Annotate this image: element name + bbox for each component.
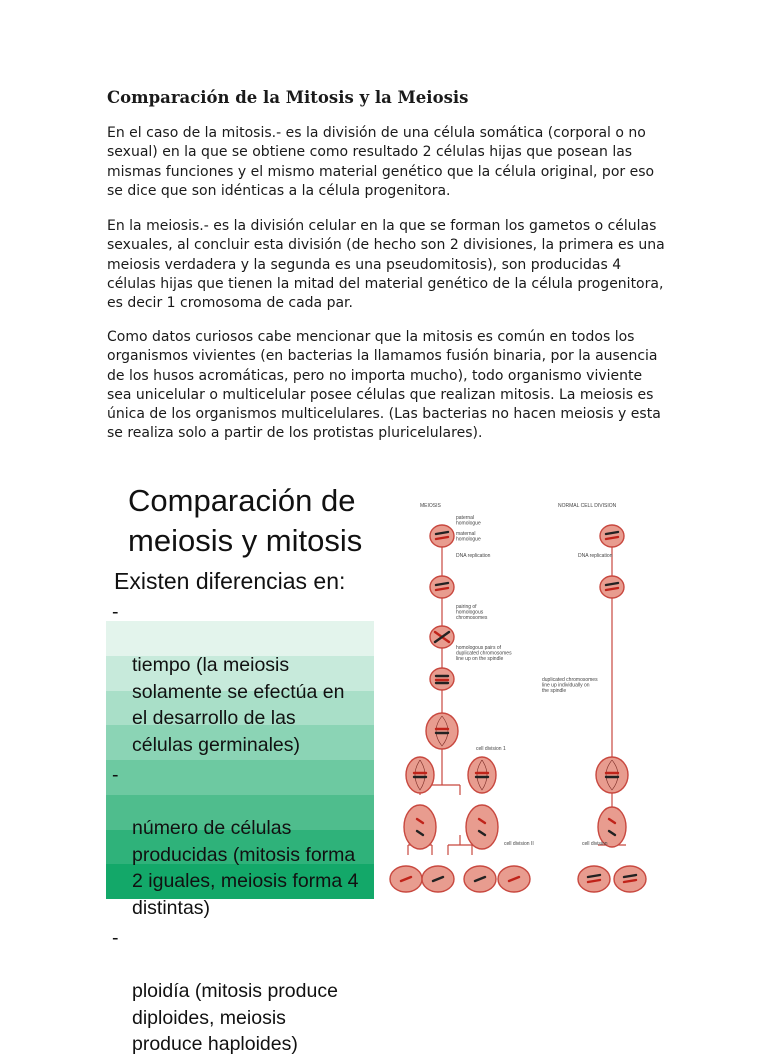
- meiosis-gamete-2: [422, 866, 454, 892]
- paragraph-mitosis: En el caso de la mitosis.- es la división de una célula somática (corporal o no sexual) en la que se obtiene como resultado 2 células hijas que posean las mismas funciones y el mismo material genético que la célula original, por eso se dice que son idénticas a la célula progenitora.: [107, 125, 655, 199]
- figure-title: Comparación de meiosis y mitosis: [128, 483, 363, 558]
- meiosis-label: MEIOSIS: [420, 503, 441, 509]
- label-homologous-pairs: homologous pairs of duplicated chromosomes line up on the spindle: [456, 645, 512, 662]
- meiosis-division1-cell-b: [468, 757, 496, 793]
- meiosis-spindle-cell: [426, 713, 458, 749]
- mitosis-daughter-2: [614, 866, 646, 892]
- mitosis-daughter-1: [578, 866, 610, 892]
- mitosis-spindle-cell: [596, 757, 628, 793]
- label-duplicated-chromosomes: duplicated chromosomes line up individually on the spindle: [542, 677, 598, 694]
- label-maternal-homologue: maternal homologue: [456, 531, 481, 543]
- difference-text: ploidía (mitosis produce diploides, meiosis produce haploides): [132, 980, 338, 1055]
- meiosis-division2-cell-a: [404, 805, 436, 849]
- bullet-dash: -: [112, 764, 119, 786]
- meiosis-gamete-4: [498, 866, 530, 892]
- paragraph-curiosities: Como datos curiosos cabe mencionar que la mitosis es común en todos los organismos vivientes (en bacterias la llamamos fusión binaria, por la ausencia de los husos acromáticas, pero no importa mucho), todo organismo viviente sea unicelular o multicelular posee células que realizan mitosis. La meiosis es única de los organismos multicelulares. (Las bacterias no hacen meiosis y esta se realiza solo a partir de los protistas pluricelulares).: [107, 329, 661, 442]
- label-pairing: pairing of homologous chromosomes: [456, 604, 488, 621]
- label-paternal-homologue: paternal homologue: [456, 515, 481, 527]
- label-dna-replication-left: DNA replication: [456, 553, 491, 559]
- cell-division-svg: [418, 495, 662, 899]
- figure-subtitle: Existen diferencias en:: [114, 568, 346, 594]
- label-cell-division-2: cell division II: [504, 841, 534, 847]
- meiosis-pairing-cell: [430, 626, 454, 648]
- meiosis-division2-cell-b: [466, 805, 498, 849]
- document-title: Comparación de la Mitosis y la Meiosis: [107, 88, 469, 107]
- bullet-dash: -: [112, 927, 119, 949]
- difference-item-cell-count: [112, 762, 412, 921]
- difference-list-items: [112, 599, 412, 1058]
- label-cell-division-1: cell division 1: [476, 746, 506, 752]
- label-dna-replication-right: DNA replication: [578, 553, 613, 559]
- label-cell-division: cell division: [582, 841, 608, 847]
- difference-item-ploidy: [112, 925, 412, 1058]
- mitosis-replicated-cell: [600, 576, 624, 598]
- mitosis-parent-cell: [600, 525, 624, 547]
- mitosis-label: NORMAL CELL DIVISION: [558, 503, 617, 509]
- difference-text: número de células producidas (mitosis forma 2 iguales, meiosis forma 4 distintas): [132, 817, 359, 919]
- meiosis-gamete-3: [464, 866, 496, 892]
- paragraph-meiosis: En la meiosis.- es la división celular en la que se forman los gametos o células sexuales, al concluir esta división (de hecho son 2 divisiones, la primera es una meiosis verdadera y la segunda es una pseudomitosis), son producidas 4 células hijas que tienen la mitad del material genético de la célula progenitora, es decir 1 cromosoma de cada par.: [107, 218, 665, 312]
- cell-division-diagram: [418, 495, 662, 899]
- bullet-dash: -: [112, 601, 119, 623]
- meiosis-replicated-cell: [430, 576, 454, 598]
- difference-item-time: [112, 599, 412, 758]
- meiosis-gamete-1: [390, 866, 422, 892]
- meiosis-parent-cell: [430, 525, 454, 547]
- meiosis-lineup-cell: [430, 668, 454, 690]
- meiosis-division1-cell-a: [406, 757, 434, 793]
- comparison-figure: [106, 481, 662, 1055]
- difference-text: tiempo (la meiosis solamente se efectúa en el desarrollo de las células germinales): [132, 654, 345, 756]
